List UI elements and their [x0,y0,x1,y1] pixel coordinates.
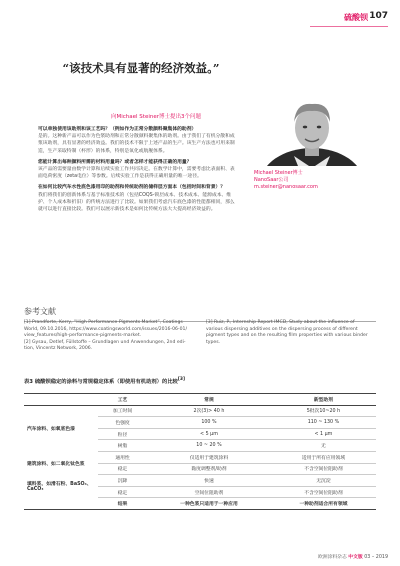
table-cell: 空间位阻助剂 [147,486,271,498]
table-cell: 加工时间 [98,405,147,417]
table-row [24,475,376,487]
table-cell: 110 ~ 130 % [271,417,376,429]
answer-3: 我们将我们的创新体系与基于标准技术的（包括COQS-锁层成本、技术成本、能源成本、维护、个人成本和折旧）的传统方法进行了比较。如果我们考虑汽车底色漆的性能都相同，那么就可以进行直接比较。我们可以展示新技术是如何比传统方法大大提高经济效益的。 [38,192,235,213]
caption-name: Michael Steiner博士 [254,170,303,176]
table-cell: 100 % [147,417,271,429]
references-left [24,320,194,353]
question-3: 在如何比较汽车水性底色漆用印的助剂和传统助剂的储样层方面本（包括时间和背景）？ [38,185,226,191]
comparison-table [24,393,376,510]
table-cell: 粒径 [98,428,147,440]
ref-line: [1] Prandforte, Kerry, “High Performance Pigments Market”, Coatings [24,320,183,325]
table-cell: 黏度调整剂/助剂 [147,463,271,475]
caption-company: NanoSaar公司 [254,177,289,183]
references-title: 参考文献 [24,307,56,316]
table-cell: 稳定 [98,486,147,498]
footer-journal: 欧洲涂料杂志 [317,555,347,560]
answer-1: 是的。这种新产品可以作为色浆助剂和正常分散颜料聚集体的助剂。由于我们了有机分散和成浆该助剂，具有显著的经济效益。我们的技术不限于上述产品的生产。该生产方法也可用来制造，生产采取特制（杯形）的体系，特别是氧化或航舰体系。 [38,134,235,154]
table-cell: 通用性 [98,451,147,463]
table-cell: 稳定 [98,463,147,475]
running-header-section: 硫酸钡 [344,13,368,22]
header-cell [24,394,98,406]
table-cell [24,498,98,510]
ref-line: [2] Gysau, Detlef, Füllstoffe – Grundlagen und Anwendungen, 2nd edi- [24,339,186,345]
table-cell: 10 ~ 20 % [147,440,271,452]
ref-line: view_features/high-performance-pigments-market. [24,333,142,339]
table-cell: 不含空间位阻助剂 [271,486,376,498]
table-cell: 结果 [98,498,147,510]
group-label: 建筑涂料、如二氧化钛色浆 [27,461,85,467]
page-number: 107 [369,11,388,21]
table-cell: 无沉淀 [271,475,376,487]
ref-line: various dispersing additives on the dispersing process of different [206,326,358,332]
page-footer [318,553,388,560]
table-cell: < 1 µm [271,428,376,440]
table-cell: 仅适用于建筑涂料 [147,451,271,463]
table-row [24,451,376,463]
photo-caption [254,170,318,191]
ref-line: tion, Vincentz Network, 2006. [24,346,93,352]
header-cell: 工艺 [98,394,147,406]
footer-lang: 中文版 [348,555,363,560]
table-cell: 5批次10~20 h [271,405,376,417]
table-cell: 一种色浆只适用于一种应用 [147,498,271,510]
table-caption-text: 表3 硫酸钡稳定的涂料与常规稳定体系（即使用有机助剂）的比较 [24,379,178,385]
table-cell: 树脂 [98,440,147,452]
table-cell: 快速 [147,475,271,487]
table-caption-ref: [3] [177,377,185,383]
table-caption [24,377,185,385]
table-cell: 沉降 [98,475,147,487]
table-cell: 一种助剂适合所有领域 [271,498,376,510]
table-cell: 2次(3)> 40 h [147,405,271,417]
table-row-result [24,498,376,510]
table-cell: 不含空间位阻助剂 [271,463,376,475]
question-2: 您能计算出每种颜料所需的材料用量吗？或者怎样才能获得正确的用量？ [38,159,192,165]
question-1: 可以单独使用该助剂和该工艺吗？（例如作为正常分散颜料聚集体的助剂） [38,127,197,132]
ref-line: [3] Ruiz, P., Internship Report IMCD, Study about the influence of [206,320,355,325]
table-row [24,405,376,417]
header-rule [310,26,388,27]
group-label: 汽车涂料、如氧底色漆 [27,427,75,433]
ref-line: types. [206,339,221,345]
answer-2: 该产品的需要量由数学计算和后续实验工作共同决定。在数学计算中，需要考虑比表面积、表面电荷密度（zeta电位）等参数。后续实验工作是获得正确用量的唯一途径。 [38,167,235,180]
qa-title: 向Michael Steiner博士提出3个问题 [110,114,201,120]
ref-line: World, 09.10.2016, https://www.coatingsworld.com/issues/2016-06-01/ [24,326,187,332]
references-right [206,320,376,346]
qa-section [38,126,238,213]
references [24,306,376,352]
caption-email: m.steiner@nanosaar.com [254,184,318,190]
table-cell: 色强度 [98,417,147,429]
pull-quote: “该技术具有显著的经济效益。” [62,61,220,75]
table-header-row [24,394,376,406]
table-cell: 适用于所有应用领域 [271,451,376,463]
header-cell: 新型助剂 [271,394,376,406]
group-label: 填料浆、如滑石粉、BaSO₄、CaCO₃ [27,482,92,493]
footer-issue: 03 – 2019 [364,555,388,560]
table-cell: 无 [271,440,376,452]
table-cell: < 5 µm [147,428,271,440]
ref-line: pigment types and on the resulting film properties with various binder [206,333,368,339]
header-cell: 常规 [147,394,271,406]
portrait-photo [250,96,370,166]
